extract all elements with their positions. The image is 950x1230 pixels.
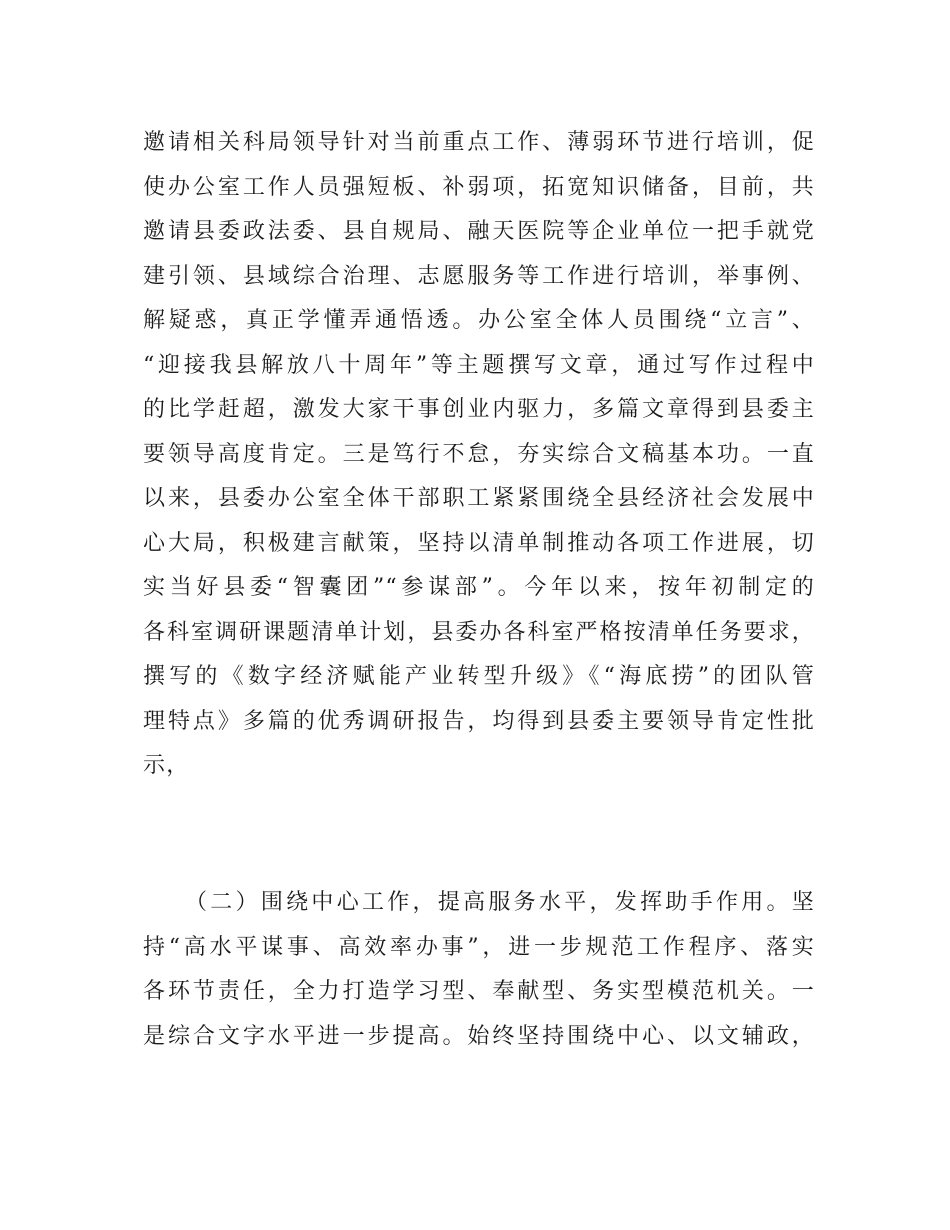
text-line: 示， [143, 753, 190, 778]
paragraph-1 [143, 121, 815, 789]
text-line: 各环节责任，全力打造学习型、奉献型、务实型模范机关。一 [143, 979, 815, 1004]
text-line: 各科室调研课题清单计划，县委办各科室严格按清单任务要求， [143, 619, 815, 645]
text-line: 使办公室工作人员强短板、补弱项，拓宽知识储备，目前，共 [143, 174, 815, 200]
text-line: “迎接我县解放八十周年”等主题撰写文章，通过写作过程中 [143, 352, 815, 378]
text-line: 的比学赶超，激发大家干事创业内驱力，多篇文章得到县委主 [143, 397, 815, 422]
text-line: 要领导高度肯定。三是笃行不怠，夯实综合文稿基本功。一直 [143, 441, 815, 467]
text-line: 实当好县委“智囊团”“参谋部”。今年以来，按年初制定的 [143, 575, 815, 600]
text-line: 建引领、县域综合治理、志愿服务等工作进行培训，举事例、 [143, 263, 815, 289]
text-line: 理特点》多篇的优秀调研报告，均得到县委主要领导肯定性批 [143, 708, 815, 734]
text-line: 心大局，积极建言献策，坚持以清单制推动各项工作进展，切 [143, 530, 815, 556]
text-line: 以来，县委办公室全体干部职工紧紧围绕全县经济社会发展中 [143, 486, 815, 511]
text-line: 解疑惑，真正学懂弄通悟透。办公室全体人员围绕“立言”、 [143, 308, 815, 333]
text-line: （二）围绕中心工作，提高服务水平，发挥助手作用。坚 [185, 890, 815, 915]
paragraph-2 [143, 881, 815, 1059]
text-line: 邀请县委政法委、县自规局、融天医院等企业单位一把手就党 [143, 219, 815, 244]
text-line: 持“高水平谋事、高效率办事”，进一步规范工作程序、落实 [143, 934, 815, 960]
text-line: 是综合文字水平进一步提高。始终坚持围绕中心、以文辅政， [143, 1023, 815, 1049]
text-line: 邀请相关科局领导针对当前重点工作、薄弱环节进行培训，促 [143, 130, 815, 155]
text-line: 撰写的《数字经济赋能产业转型升级》《“海底捞”的团队管 [143, 664, 815, 689]
